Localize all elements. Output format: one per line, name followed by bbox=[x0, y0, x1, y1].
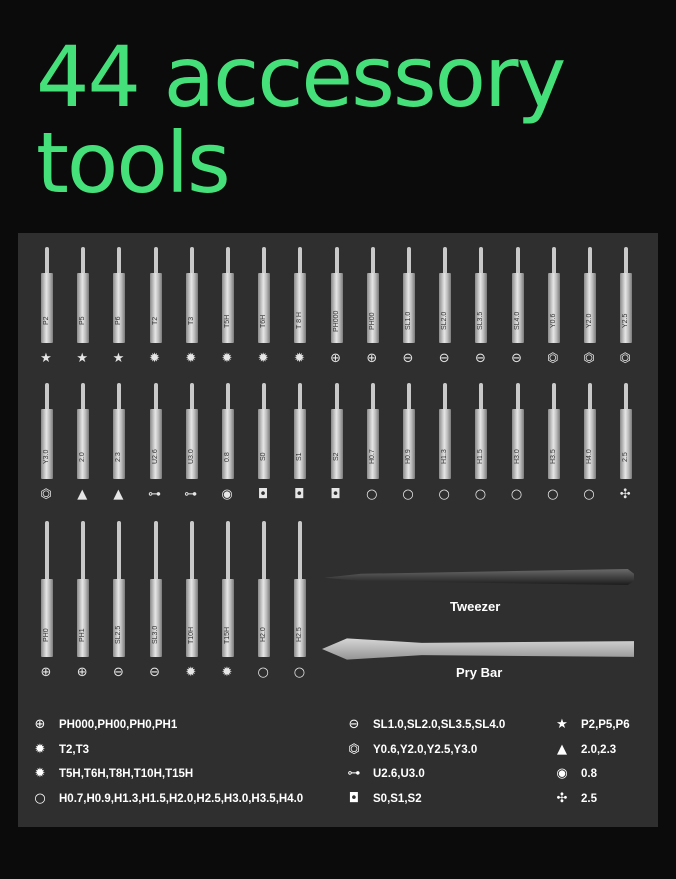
bit-code-label: Y0.6 bbox=[549, 313, 557, 329]
legend-text: PH000,PH00,PH0,PH1 bbox=[59, 719, 178, 731]
legend-item bbox=[346, 740, 477, 760]
bit-type-icon: ✹ bbox=[149, 351, 161, 366]
bit-code-label: 2.5 bbox=[622, 452, 630, 462]
legend-text: U2.6,U3.0 bbox=[373, 768, 425, 780]
bit-type-icon: ⏣ bbox=[40, 487, 52, 502]
bit-code-label: Y3.0 bbox=[43, 449, 50, 465]
bit-type-icon: ✹ bbox=[293, 351, 305, 366]
bit-type-icon: ▲ bbox=[113, 487, 124, 502]
bit-type-icon: ⊕ bbox=[330, 351, 342, 366]
pentalobe-icon: ★ bbox=[556, 717, 568, 732]
legend-text: T5H,T6H,T8H,T10H,T15H bbox=[59, 768, 194, 780]
bit-type-icon: ○ bbox=[293, 665, 306, 680]
legend-item bbox=[554, 740, 616, 760]
legend-item bbox=[32, 740, 89, 760]
bit-code-label: T6H bbox=[260, 314, 268, 328]
hex-icon: ○ bbox=[34, 790, 46, 806]
bit-type-icon: ⏣ bbox=[547, 351, 559, 366]
legend-item bbox=[346, 764, 425, 784]
legend-text: S0,S1,S2 bbox=[373, 792, 422, 805]
legend-item bbox=[554, 764, 597, 784]
torx-security-icon: ✹ bbox=[34, 766, 46, 781]
bit-type-icon: ⊖ bbox=[149, 665, 161, 680]
bit-code-label: SL1.0 bbox=[405, 311, 412, 331]
slotted-icon: ⊖ bbox=[348, 717, 360, 732]
bit-type-icon: ○ bbox=[366, 487, 378, 502]
legend-item bbox=[32, 715, 177, 735]
legend-item bbox=[32, 789, 303, 809]
bit-type-icon: ✹ bbox=[185, 351, 197, 366]
bit-type-icon: ✹ bbox=[221, 665, 233, 680]
bit-code-label: U2.6 bbox=[151, 449, 159, 465]
bit-type-icon: ⏣ bbox=[583, 351, 595, 366]
bit-type-icon: ○ bbox=[257, 665, 269, 680]
tri-wing-icon: ⏣ bbox=[348, 741, 360, 757]
bit-code-label: H1.5 bbox=[477, 449, 485, 465]
bit-type-icon: ★ bbox=[76, 351, 89, 366]
bit-type-icon: ⊖ bbox=[511, 351, 523, 366]
bit-code-label: PH1 bbox=[79, 628, 87, 642]
legend-text: 0.8 bbox=[581, 768, 597, 780]
bit-type-icon: ○ bbox=[438, 487, 450, 502]
headline-line-2: tools bbox=[36, 114, 229, 212]
legend-text: P2,P5,P6 bbox=[581, 719, 630, 731]
bit-type-icon: ★ bbox=[40, 351, 52, 366]
bit-type-icon: ✹ bbox=[257, 351, 269, 366]
pry-bar-image bbox=[322, 635, 634, 663]
bit-code-label: U3.0 bbox=[187, 449, 195, 465]
legend-item bbox=[554, 715, 630, 735]
bit-code-label: H2.0 bbox=[260, 627, 268, 643]
legend-text: 2.5 bbox=[581, 792, 597, 805]
headline-line-1: 44 accessory bbox=[36, 28, 565, 126]
bit-type-icon: ⊶ bbox=[148, 487, 162, 502]
phillips-icon: ⊕ bbox=[34, 717, 46, 732]
bit-code-label: H2.5 bbox=[296, 627, 304, 643]
bit-code-label: SL3.5 bbox=[477, 311, 485, 331]
bit-code-label: SL4.0 bbox=[513, 311, 521, 331]
cross-icon: ✣ bbox=[556, 790, 568, 806]
bit-code-label: T3 bbox=[187, 316, 195, 326]
bit-code-label: P6 bbox=[115, 316, 123, 326]
bit-code-label: P5 bbox=[79, 316, 87, 326]
bit-type-icon: ○ bbox=[583, 487, 595, 502]
legend-item bbox=[32, 764, 193, 784]
legend-item bbox=[346, 789, 422, 809]
bit-type-icon: ⊶ bbox=[184, 487, 198, 502]
legend-item bbox=[554, 789, 597, 809]
bit-code-label: H4.0 bbox=[586, 449, 593, 465]
bit-type-icon: ✹ bbox=[185, 665, 197, 680]
bit-code-label: H3.5 bbox=[549, 449, 557, 465]
bit-type-icon: ⊕ bbox=[76, 665, 88, 680]
bit-code-label: T2 bbox=[151, 316, 159, 326]
bit-code-label: 2.0 bbox=[79, 452, 87, 462]
legend-item bbox=[346, 715, 505, 735]
bit-code-label: PH000 bbox=[332, 310, 340, 332]
bit-code-label: PH00 bbox=[368, 312, 376, 330]
bit-type-icon: ✣ bbox=[619, 487, 631, 502]
bit-type-icon: ◉ bbox=[221, 487, 233, 502]
bit-type-icon: ○ bbox=[547, 487, 559, 502]
bit-type-icon: ⊕ bbox=[366, 351, 378, 366]
tweezer-label: Tweezer bbox=[450, 599, 501, 614]
bit-type-icon: ◘ bbox=[294, 487, 305, 502]
bit-code-label: PH0 bbox=[43, 628, 50, 642]
square-icon: ◘ bbox=[348, 790, 360, 806]
bit-type-icon: ◘ bbox=[258, 487, 269, 502]
legend-text: H0.7,H0.9,H1.3,H1.5,H2.0,H2.5,H3.0,H3.5,H4.0 bbox=[59, 792, 304, 805]
u-type-icon: ⊶ bbox=[347, 766, 361, 781]
tweezer-image bbox=[324, 567, 634, 587]
bit-code-label: T5H bbox=[224, 314, 231, 328]
bit-code-label: P2 bbox=[43, 316, 50, 326]
bit-type-icon: ⊖ bbox=[438, 351, 450, 366]
pry-bar-label: Pry Bar bbox=[456, 665, 503, 680]
bit-code-label: SL2.5 bbox=[115, 625, 123, 645]
bit-code-label: S0 bbox=[260, 452, 268, 462]
bit-code-label: 2.3 bbox=[115, 452, 123, 462]
bit-code-label: H1.3 bbox=[441, 449, 449, 465]
triangle-icon: ▲ bbox=[557, 741, 567, 757]
tool-panel bbox=[18, 233, 658, 827]
bit-type-icon: ★ bbox=[112, 351, 125, 366]
bit-code-label: T 8 H bbox=[296, 312, 304, 330]
bit-type-icon: ⊕ bbox=[40, 665, 52, 680]
bit-type-icon: ⏣ bbox=[619, 351, 631, 366]
bit-type-icon: ⊖ bbox=[402, 351, 414, 366]
bit-type-icon: ⊖ bbox=[474, 351, 486, 366]
bit-type-icon: ⊖ bbox=[112, 665, 124, 680]
headline bbox=[36, 28, 565, 212]
bit-code-label: Y2.5 bbox=[622, 313, 630, 329]
bit-code-label: SL3.0 bbox=[151, 625, 159, 645]
bit-code-label: H3.0 bbox=[513, 449, 521, 465]
bit-code-label: SL2.0 bbox=[441, 311, 449, 331]
bit-type-icon: ◘ bbox=[330, 487, 341, 502]
legend-text: Y0.6,Y2.0,Y2.5,Y3.0 bbox=[373, 743, 478, 756]
legend-text: 2.0,2.3 bbox=[581, 743, 617, 756]
bit-code-label: 0.8 bbox=[224, 452, 231, 462]
bit-code-label: H0.9 bbox=[405, 449, 412, 465]
bit-type-icon: ○ bbox=[402, 487, 414, 502]
ring-icon: ◉ bbox=[556, 766, 568, 781]
bit-type-icon: ▲ bbox=[77, 487, 88, 502]
bit-code-label: S2 bbox=[332, 452, 340, 462]
bit-type-icon: ✹ bbox=[221, 351, 233, 366]
bit-type-icon: ○ bbox=[510, 487, 523, 502]
torx-icon: ✹ bbox=[34, 741, 46, 757]
bit-type-icon: ○ bbox=[474, 487, 487, 502]
bit-code-label: T10H bbox=[187, 626, 195, 644]
bit-code-label: H0.7 bbox=[368, 449, 376, 465]
bit-code-label: Y2.0 bbox=[586, 313, 593, 329]
legend-text: T2,T3 bbox=[59, 743, 90, 756]
bit-code-label: S1 bbox=[296, 452, 304, 462]
bit-code-label: T15H bbox=[224, 626, 231, 644]
legend-text: SL1.0,SL2.0,SL3.5,SL4.0 bbox=[373, 719, 506, 731]
